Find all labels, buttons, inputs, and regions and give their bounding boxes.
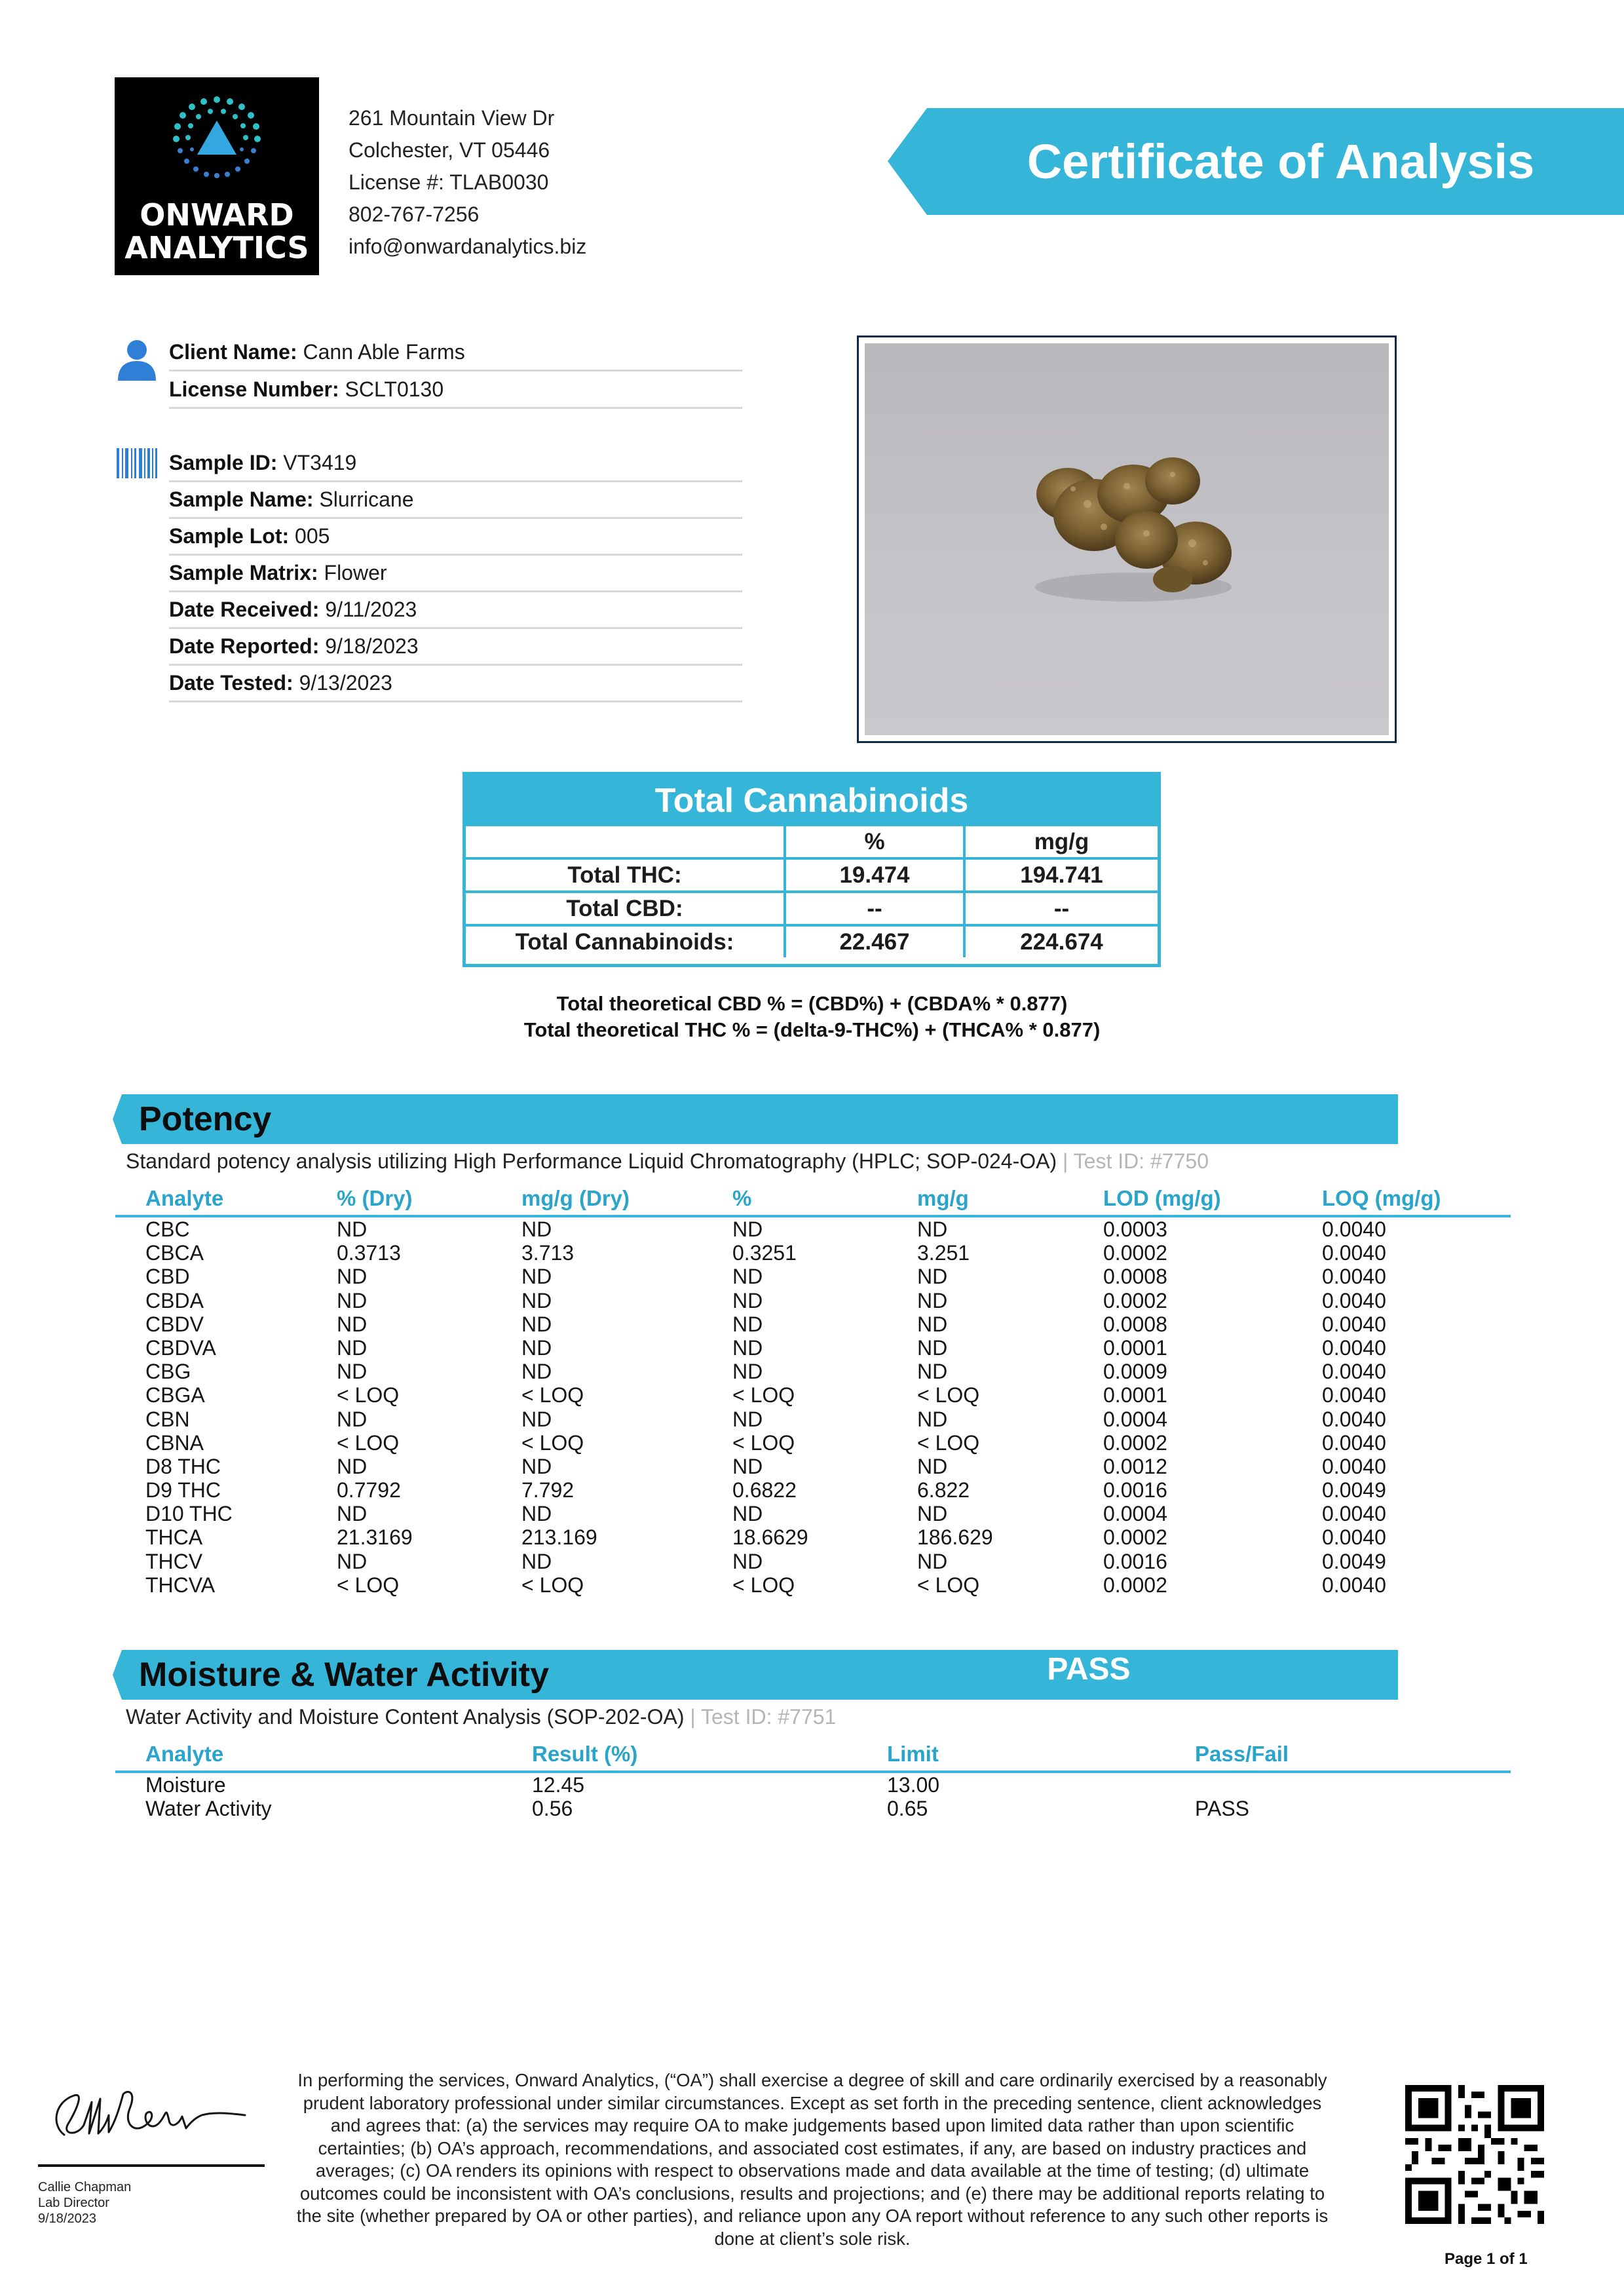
table-cell: 0.6822 — [732, 1478, 797, 1502]
table-cell: 0.0003 — [1103, 1217, 1167, 1241]
table-cell: 3.251 — [917, 1241, 970, 1265]
table-cell: 3.713 — [521, 1241, 575, 1265]
potency-row — [115, 1312, 1511, 1336]
sample-id: VT3419 — [283, 451, 357, 474]
table-cell: THCA — [145, 1525, 203, 1550]
table-cell: 0.0040 — [1322, 1502, 1386, 1526]
table-cell: < LOQ — [521, 1383, 584, 1407]
table-cell: ND — [337, 1265, 368, 1289]
tc-header-mgg: mg/g — [964, 826, 1158, 858]
table-cell: 0.0002 — [1103, 1573, 1167, 1597]
table-cell: Water Activity — [145, 1797, 272, 1821]
table-cell: 0.0040 — [1322, 1265, 1386, 1289]
table-cell: ND — [917, 1265, 948, 1289]
table-cell: ND — [337, 1217, 368, 1241]
table-cell: 0.3251 — [732, 1241, 797, 1265]
moisture-banner — [113, 1650, 1398, 1700]
table-cell: ND — [732, 1549, 763, 1573]
sample-lot: 005 — [295, 524, 330, 548]
table-cell: < LOQ — [732, 1430, 795, 1455]
signatory-name: Callie Chapman — [38, 2180, 132, 2194]
table-cell: ND — [732, 1217, 763, 1241]
legal-disclaimer: In performing the services, Onward Analytics, (“OA”) shall exercise a degree of skill and care ordinarily exercised by a reasonably prudent laboratory professional under similar circumstances. Except as set forth in the preceding sentence, client acknowledges and agrees that: (a) the services may require OA to make judgements based upon limited data rather than upon scientific certainties; (b) OA’s approach, recommendations, and associated cost estimates, if any, are based on industry practices and averages; (c) OA renders its opinions with respect to observations made and data available at the time of testing; (d) ultimate outcomes could be inconsistent with OA’s conclusions, results and projections; and (e) there may be additional reports relating to the site (whether prepared by OA or other parties), and reliance upon any OA report without reference to any such other reports is done at client’s sole risk. — [296, 2070, 1329, 2249]
tc-header-row — [466, 826, 1158, 858]
potency-row — [115, 1455, 1511, 1478]
table-cell: 0.0008 — [1103, 1265, 1167, 1289]
table-cell: ND — [337, 1288, 368, 1312]
potency-row — [115, 1241, 1511, 1265]
total-cannabinoids-title: Total Cannabinoids — [466, 775, 1158, 826]
table-cell: 0.0040 — [1322, 1241, 1386, 1265]
table-cell: ND — [732, 1407, 763, 1431]
potency-table — [115, 1182, 1511, 1597]
table-cell: < LOQ — [521, 1573, 584, 1597]
moisture-method: Water Activity and Moisture Content Analysis (SOP-202-OA) | Test ID: #7751 — [126, 1705, 837, 1729]
potency-row — [115, 1336, 1511, 1360]
table-cell: 0.7792 — [337, 1478, 401, 1502]
table-cell: 0.0040 — [1322, 1573, 1386, 1597]
table-cell: THCV — [145, 1549, 203, 1573]
potency-test-id: | Test ID: #7750 — [1063, 1149, 1209, 1173]
table-cell: 7.792 — [521, 1478, 575, 1502]
sample-photo — [857, 335, 1397, 743]
sample-id-row: Sample ID: VT3419 — [169, 445, 742, 482]
logo-dots-icon — [115, 77, 319, 275]
table-cell: ND — [337, 1360, 368, 1384]
table-cell: 186.629 — [917, 1525, 993, 1550]
date-received: 9/11/2023 — [325, 598, 417, 621]
table-cell: 21.3169 — [337, 1525, 413, 1550]
table-cell: ND — [732, 1454, 763, 1478]
table-cell: < LOQ — [917, 1573, 980, 1597]
table-cell: ND — [917, 1217, 948, 1241]
date-reported-row: Date Reported: 9/18/2023 — [169, 628, 742, 666]
potency-row — [115, 1217, 1511, 1241]
table-cell: 0.0002 — [1103, 1288, 1167, 1312]
potency-row — [115, 1573, 1511, 1597]
potency-title: Potency — [139, 1100, 272, 1138]
moisture-title: Moisture & Water Activity — [139, 1656, 550, 1694]
table-cell: 0.0001 — [1103, 1383, 1167, 1407]
formula-cbd: Total theoretical CBD % = (CBD%) + (CBDA% * 0.877) — [556, 992, 1068, 1015]
client-person-icon — [115, 337, 159, 384]
sample-name-row: Sample Name: Slurricane — [169, 482, 742, 519]
potency-row — [115, 1431, 1511, 1455]
table-cell: 0.0002 — [1103, 1430, 1167, 1455]
sample-lot-row: Sample Lot: 005 — [169, 518, 742, 556]
table-cell: ND — [917, 1407, 948, 1431]
moisture-status-badge: PASS — [1047, 1652, 1131, 1687]
table-cell: ND — [917, 1312, 948, 1336]
table-cell: 0.0004 — [1103, 1407, 1167, 1431]
table-cell: < LOQ — [732, 1383, 795, 1407]
table-cell: 0.0002 — [1103, 1241, 1167, 1265]
sample-matrix: Flower — [324, 561, 387, 584]
table-cell: 0.0040 — [1322, 1217, 1386, 1241]
table-cell: ND — [521, 1360, 552, 1384]
table-cell: 12.45 — [532, 1773, 585, 1797]
table-cell: < LOQ — [337, 1383, 400, 1407]
moisture-table — [115, 1738, 1511, 1820]
table-cell: 0.0040 — [1322, 1525, 1386, 1550]
table-cell: 0.0040 — [1322, 1312, 1386, 1336]
table-cell: 0.0008 — [1103, 1312, 1167, 1336]
table-cell: 0.0001 — [1103, 1335, 1167, 1360]
tc-header-percent: % — [785, 826, 964, 858]
potency-method: Standard potency analysis utilizing High Performance Liquid Chromatography (HPLC; SOP-024-OA) | Test ID: #7750 — [126, 1149, 1209, 1173]
formula-thc: Total theoretical THC % = (delta-9-THC%) + (THCA% * 0.877) — [523, 1018, 1101, 1041]
signatory-date: 9/18/2023 — [38, 2211, 96, 2226]
table-cell: D9 THC — [145, 1478, 221, 1502]
table-cell: D10 THC — [145, 1502, 233, 1526]
table-cell: < LOQ — [337, 1430, 400, 1455]
certificate-banner — [888, 108, 1624, 215]
table-cell: < LOQ — [917, 1430, 980, 1455]
signature-line — [38, 2164, 265, 2167]
table-cell: 0.0040 — [1322, 1335, 1386, 1360]
date-received-row: Date Received: 9/11/2023 — [169, 592, 742, 629]
client-license-row: License Number: SCLT0130 — [169, 372, 742, 409]
table-cell: ND — [917, 1335, 948, 1360]
table-cell: ND — [917, 1360, 948, 1384]
director-signature — [38, 2063, 248, 2164]
table-cell: 0.0049 — [1322, 1549, 1386, 1573]
potency-row — [115, 1289, 1511, 1312]
table-cell: ND — [732, 1335, 763, 1360]
date-tested: 9/13/2023 — [299, 671, 392, 695]
potency-row — [115, 1383, 1511, 1407]
table-cell: CBGA — [145, 1383, 205, 1407]
table-cell: 0.0040 — [1322, 1430, 1386, 1455]
potency-row — [115, 1265, 1511, 1288]
table-cell: Moisture — [145, 1773, 226, 1797]
table-cell: ND — [732, 1288, 763, 1312]
moisture-row — [115, 1773, 1511, 1797]
table-cell: ND — [337, 1549, 368, 1573]
table-cell: ND — [337, 1335, 368, 1360]
qr-code-icon[interactable] — [1405, 2085, 1544, 2227]
table-cell: ND — [521, 1312, 552, 1336]
total-cannabinoids-table — [466, 826, 1158, 957]
signatory-block — [38, 2179, 131, 2227]
table-cell: ND — [917, 1288, 948, 1312]
table-cell: CBN — [145, 1407, 190, 1431]
table-cell: 0.56 — [532, 1797, 573, 1821]
table-cell: CBNA — [145, 1430, 204, 1455]
table-cell: CBDA — [145, 1288, 204, 1312]
table-cell: ND — [732, 1312, 763, 1336]
table-cell: ND — [521, 1217, 552, 1241]
table-cell: ND — [732, 1360, 763, 1384]
client-name-row: Client Name: Cann Able Farms — [169, 334, 742, 372]
table-cell: 0.0016 — [1103, 1549, 1167, 1573]
tc-row-total-cbd: Total CBD: -- -- — [466, 892, 1158, 925]
potency-row — [115, 1550, 1511, 1573]
table-cell: CBD — [145, 1265, 190, 1289]
potency-banner — [113, 1094, 1398, 1144]
potency-row — [115, 1502, 1511, 1525]
potency-header-row: Analyte % (Dry) mg/g (Dry) % mg/g LOD (mg/g) LOQ (mg/g) — [115, 1182, 1511, 1217]
sample-name: Slurricane — [319, 488, 414, 511]
table-cell: 13.00 — [887, 1773, 940, 1797]
table-cell: ND — [917, 1549, 948, 1573]
table-cell: < LOQ — [337, 1573, 400, 1597]
potency-row — [115, 1360, 1511, 1383]
table-cell: ND — [917, 1454, 948, 1478]
date-tested-row: Date Tested: 9/13/2023 — [169, 665, 742, 702]
lab-phone: 802-767-7256 — [349, 202, 480, 226]
tc-row-total-thc: Total THC: 19.474 194.741 — [466, 858, 1158, 892]
table-cell: < LOQ — [917, 1383, 980, 1407]
tc-row-total-cannabinoids: Total Cannabinoids: 22.467 224.674 — [466, 925, 1158, 957]
table-cell: ND — [337, 1407, 368, 1431]
lab-address-block — [349, 102, 586, 263]
svg-text:ONWARD: ONWARD — [140, 197, 294, 233]
potency-row — [115, 1407, 1511, 1431]
table-cell: 0.0009 — [1103, 1360, 1167, 1384]
table-cell: ND — [521, 1288, 552, 1312]
table-cell: CBC — [145, 1217, 190, 1241]
table-cell: 18.6629 — [732, 1525, 808, 1550]
table-cell: 0.0040 — [1322, 1383, 1386, 1407]
table-cell: 0.0040 — [1322, 1360, 1386, 1384]
table-cell: ND — [337, 1312, 368, 1336]
cannabis-flower-image — [865, 343, 1389, 735]
date-reported: 9/18/2023 — [325, 634, 419, 658]
moisture-row — [115, 1797, 1511, 1820]
client-license: SCLT0130 — [345, 377, 444, 401]
potency-row — [115, 1525, 1511, 1549]
table-cell: ND — [917, 1502, 948, 1526]
table-cell: ND — [732, 1502, 763, 1526]
table-cell: PASS — [1195, 1797, 1249, 1821]
sample-matrix-row: Sample Matrix: Flower — [169, 555, 742, 592]
total-cannabinoids-box — [463, 772, 1161, 967]
table-cell: CBDVA — [145, 1335, 216, 1360]
lab-street: 261 Mountain View Dr — [349, 106, 555, 130]
lab-city: Colchester, VT 05446 — [349, 138, 550, 162]
table-cell: CBDV — [145, 1312, 204, 1336]
table-cell: 0.0004 — [1103, 1502, 1167, 1526]
table-cell: ND — [521, 1549, 552, 1573]
table-cell: ND — [337, 1454, 368, 1478]
onward-analytics-logo — [115, 77, 319, 275]
table-cell: 0.0040 — [1322, 1288, 1386, 1312]
lab-email: info@onwardanalytics.biz — [349, 235, 587, 258]
moisture-test-id: | Test ID: #7751 — [690, 1705, 837, 1729]
table-cell: D8 THC — [145, 1454, 221, 1478]
table-cell: 0.0040 — [1322, 1454, 1386, 1478]
table-cell: ND — [337, 1502, 368, 1526]
table-cell: ND — [521, 1265, 552, 1289]
table-cell: < LOQ — [732, 1573, 795, 1597]
table-cell: ND — [521, 1407, 552, 1431]
table-cell: 0.0002 — [1103, 1525, 1167, 1550]
table-cell: 6.822 — [917, 1478, 970, 1502]
table-cell: < LOQ — [521, 1430, 584, 1455]
table-cell: THCVA — [145, 1573, 216, 1597]
table-cell: ND — [732, 1265, 763, 1289]
page-number: Page 1 of 1 — [1445, 2250, 1528, 2268]
table-cell: 0.65 — [887, 1797, 928, 1821]
table-cell: 0.3713 — [337, 1241, 401, 1265]
table-cell: ND — [521, 1454, 552, 1478]
table-cell: ND — [521, 1502, 552, 1526]
table-cell: 0.0049 — [1322, 1478, 1386, 1502]
table-cell: CBG — [145, 1360, 191, 1384]
table-cell: 0.0016 — [1103, 1478, 1167, 1502]
moisture-header-row: Analyte Result (%) Limit Pass/Fail — [115, 1738, 1511, 1773]
potency-row — [115, 1478, 1511, 1502]
lab-license: License #: TLAB0030 — [349, 170, 549, 194]
barcode-icon — [115, 446, 159, 484]
table-cell: 0.0040 — [1322, 1407, 1386, 1431]
document-title: Certificate of Analysis — [1027, 134, 1535, 189]
table-cell: ND — [521, 1335, 552, 1360]
table-cell: CBCA — [145, 1241, 204, 1265]
client-name: Cann Able Farms — [303, 340, 465, 364]
table-cell: 213.169 — [521, 1525, 597, 1550]
signatory-title: Lab Director — [38, 2196, 109, 2210]
svg-text:ANALYTICS: ANALYTICS — [124, 230, 309, 265]
table-cell: 0.0012 — [1103, 1454, 1167, 1478]
